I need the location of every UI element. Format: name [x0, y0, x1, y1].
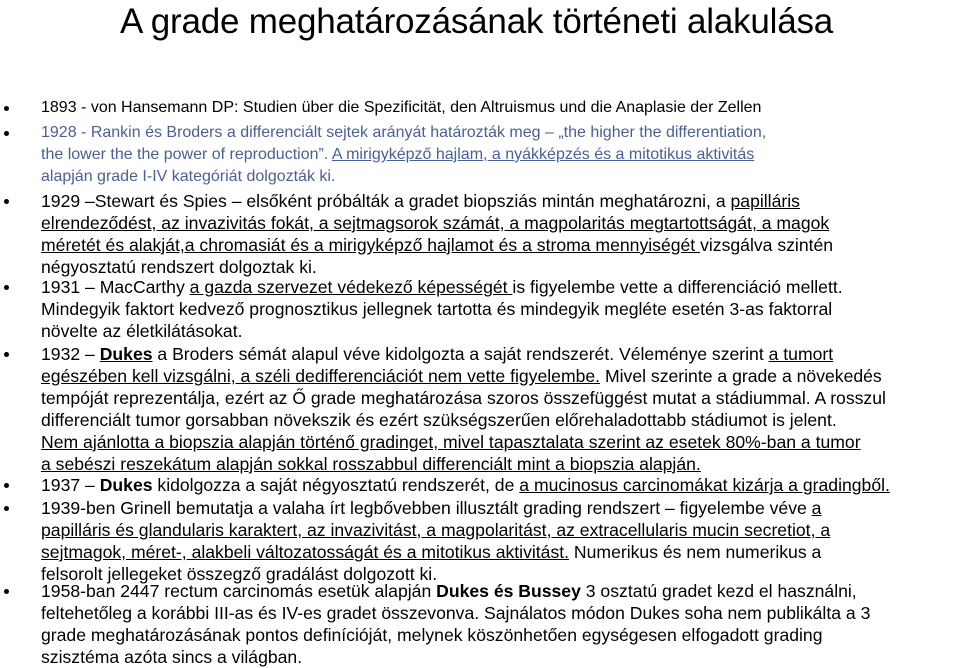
text-segment: 1932 – [41, 344, 100, 364]
bullet-dot-icon [4, 352, 9, 357]
text-line [41, 497, 956, 519]
bullet-text [41, 580, 956, 668]
text-line [41, 602, 956, 624]
bold-text: Dukes [99, 475, 153, 495]
text-line [41, 122, 956, 144]
bullet-text [41, 122, 956, 188]
text-segment: 1931 – MacCarthy [41, 277, 190, 297]
text-segment: 3 osztatú gradet kezd el használni, [580, 581, 857, 601]
text-line [41, 453, 956, 475]
bullet-dot-icon [4, 285, 9, 290]
underlined-text: A mirigyképző hajlam, a nyákképzés és a mitotikus aktivitás [331, 146, 755, 163]
bullet-dot-icon [4, 199, 9, 204]
text-line [41, 212, 956, 234]
bullet-dot-icon [4, 483, 9, 488]
text-segment: 1937 – [41, 475, 100, 495]
text-segment: kidolgozza a saját négyosztatú rendszerét, de [152, 475, 520, 495]
bullet-text [41, 276, 956, 342]
text-line [41, 234, 956, 256]
text-line [41, 320, 956, 342]
text-segment: Numerikus és nem numerikus a [569, 542, 822, 562]
underlined-text: méretét és alakját,a chromasiát és a mirigyképző hajlamot és a stroma mennyiségét [41, 235, 701, 255]
underlined-text: papilláris és glandularis karaktert, az invazivitást, a magpolaritást, az extracellularis mucin secretiot, a [41, 520, 831, 540]
text-segment: 1929 –Stewart és Spies – elsőként próbálták a gradet biopsziás mintán meghatározni, a [41, 191, 731, 211]
text-segment: is figyelembe vette a differenciáció mellett. [512, 277, 843, 297]
text-line [41, 541, 956, 563]
underlined-text: a tumort [768, 344, 834, 364]
underlined-text: Dukes [99, 344, 153, 364]
bullet-dot-icon [4, 131, 9, 136]
bullet-text [41, 190, 956, 278]
slide-title: A grade meghatározásának történeti alakulása [120, 2, 834, 41]
text-line [41, 256, 956, 278]
text-line [41, 343, 956, 365]
underlined-text: a [811, 498, 822, 518]
underlined-text: a gazda szervezet védekező képességét [189, 277, 513, 297]
text-segment: Mivel szerinte a grade a növekedés [600, 366, 882, 386]
bullet-dot-icon [4, 106, 9, 111]
underlined-text: Nem ajánlotta a biopszia alapján történő gradinget, mivel tapasztalata szerint az esetek 80%-ban a tumor [41, 432, 861, 452]
bold-text: Dukes és Bussey [436, 581, 581, 601]
text-segment: vizsgálva szintén [700, 235, 834, 255]
underlined-text: papilláris [730, 191, 800, 211]
text-segment: 1893 - von Hansemann DP: Studien über die Spezificität, den Altruismus und die Anaplasie der Zellen [41, 99, 762, 116]
underlined-text: egészében kell vizsgálni, a széli dedifferenciációt nem vette figyelembe. [41, 366, 601, 386]
text-segment: 1958-ban 2447 rectum carcinomás esetük alapján [41, 581, 437, 601]
text-segment: the lower the the power of reproduction”. [41, 146, 332, 163]
text-line [41, 166, 956, 188]
underlined-text: a mucinosus carcinomákat kizárja a gradingből. [519, 475, 890, 495]
text-line [41, 298, 956, 320]
text-line [41, 190, 956, 212]
underlined-text: elrendeződést, az invazivitás fokát, a sejtmagsorok számát, a magpolaritás megtartottságát, a magok [41, 213, 830, 233]
text-segment: négyosztatú rendszert dolgoztak ki. [41, 257, 317, 277]
text-line [41, 474, 956, 496]
bullet-text [41, 497, 956, 585]
text-line [41, 276, 956, 298]
text-segment: 1939-ben Grinell bemutatja a valaha írt legbővebben illusztált grading rendszert – figyelembe véve [41, 498, 812, 518]
text-segment: szisztéma azóta sincs a világban. [41, 647, 303, 667]
text-line [41, 409, 956, 431]
text-segment: tempóját reprezentálja, ezért az Ő grade meghatározása szoros összefüggést mutat a stádiummal. A rosszul [41, 388, 886, 408]
text-line [41, 431, 956, 453]
text-segment: 1928 - Rankin és Broders a differenciált sejtek arányát határozták meg – „the higher the differentiation, [41, 124, 767, 141]
text-segment: differenciált tumor gorsabban növekszik és ezért szükségszerűen előrehaladottabb stádiumot is jelent. [41, 410, 837, 430]
text-line [41, 519, 956, 541]
text-line [41, 97, 956, 119]
text-line [41, 624, 956, 646]
text-segment: növelte az életkilátásokat. [41, 321, 243, 341]
text-line [41, 387, 956, 409]
bullet-dot-icon [4, 589, 9, 594]
text-segment: grade meghatározásának pontos definícióját, melynek köszönhetően egységesen elfogadott grading [41, 625, 823, 645]
bullet-text [41, 343, 956, 475]
text-segment: Mindegyik faktort kedvező prognosztikus jellegnek tartotta és mindegyik megléte esetén 3-as faktorral [41, 299, 833, 319]
text-line [41, 144, 956, 166]
text-line [41, 580, 956, 602]
text-segment: feltehetőleg a korábbi III-as és IV-es gradet összevonva. Sajnálatos módon Dukes soha nem publikálta a 3 [41, 603, 871, 623]
underlined-text: sejtmagok, méret-, alakbeli változatosságát és a mitotikus aktivitást. [41, 542, 570, 562]
text-line [41, 646, 956, 668]
bullet-dot-icon [4, 506, 9, 511]
text-line [41, 365, 956, 387]
text-segment: felsorolt jellegeket összegző gradálást dolgozott ki. [41, 564, 438, 584]
text-segment: a Broders sémát alapul véve kidolgozta a saját rendszerét. Véleménye szerint [152, 344, 769, 364]
bullet-text [41, 97, 956, 119]
underlined-text: a sebészi reszekátum alapján sokkal rosszabbul differenciált mint a biopszia alapján. [41, 454, 701, 474]
bullet-text [41, 474, 956, 496]
text-segment: alapján grade I-IV kategóriát dolgozták ki. [41, 168, 336, 185]
